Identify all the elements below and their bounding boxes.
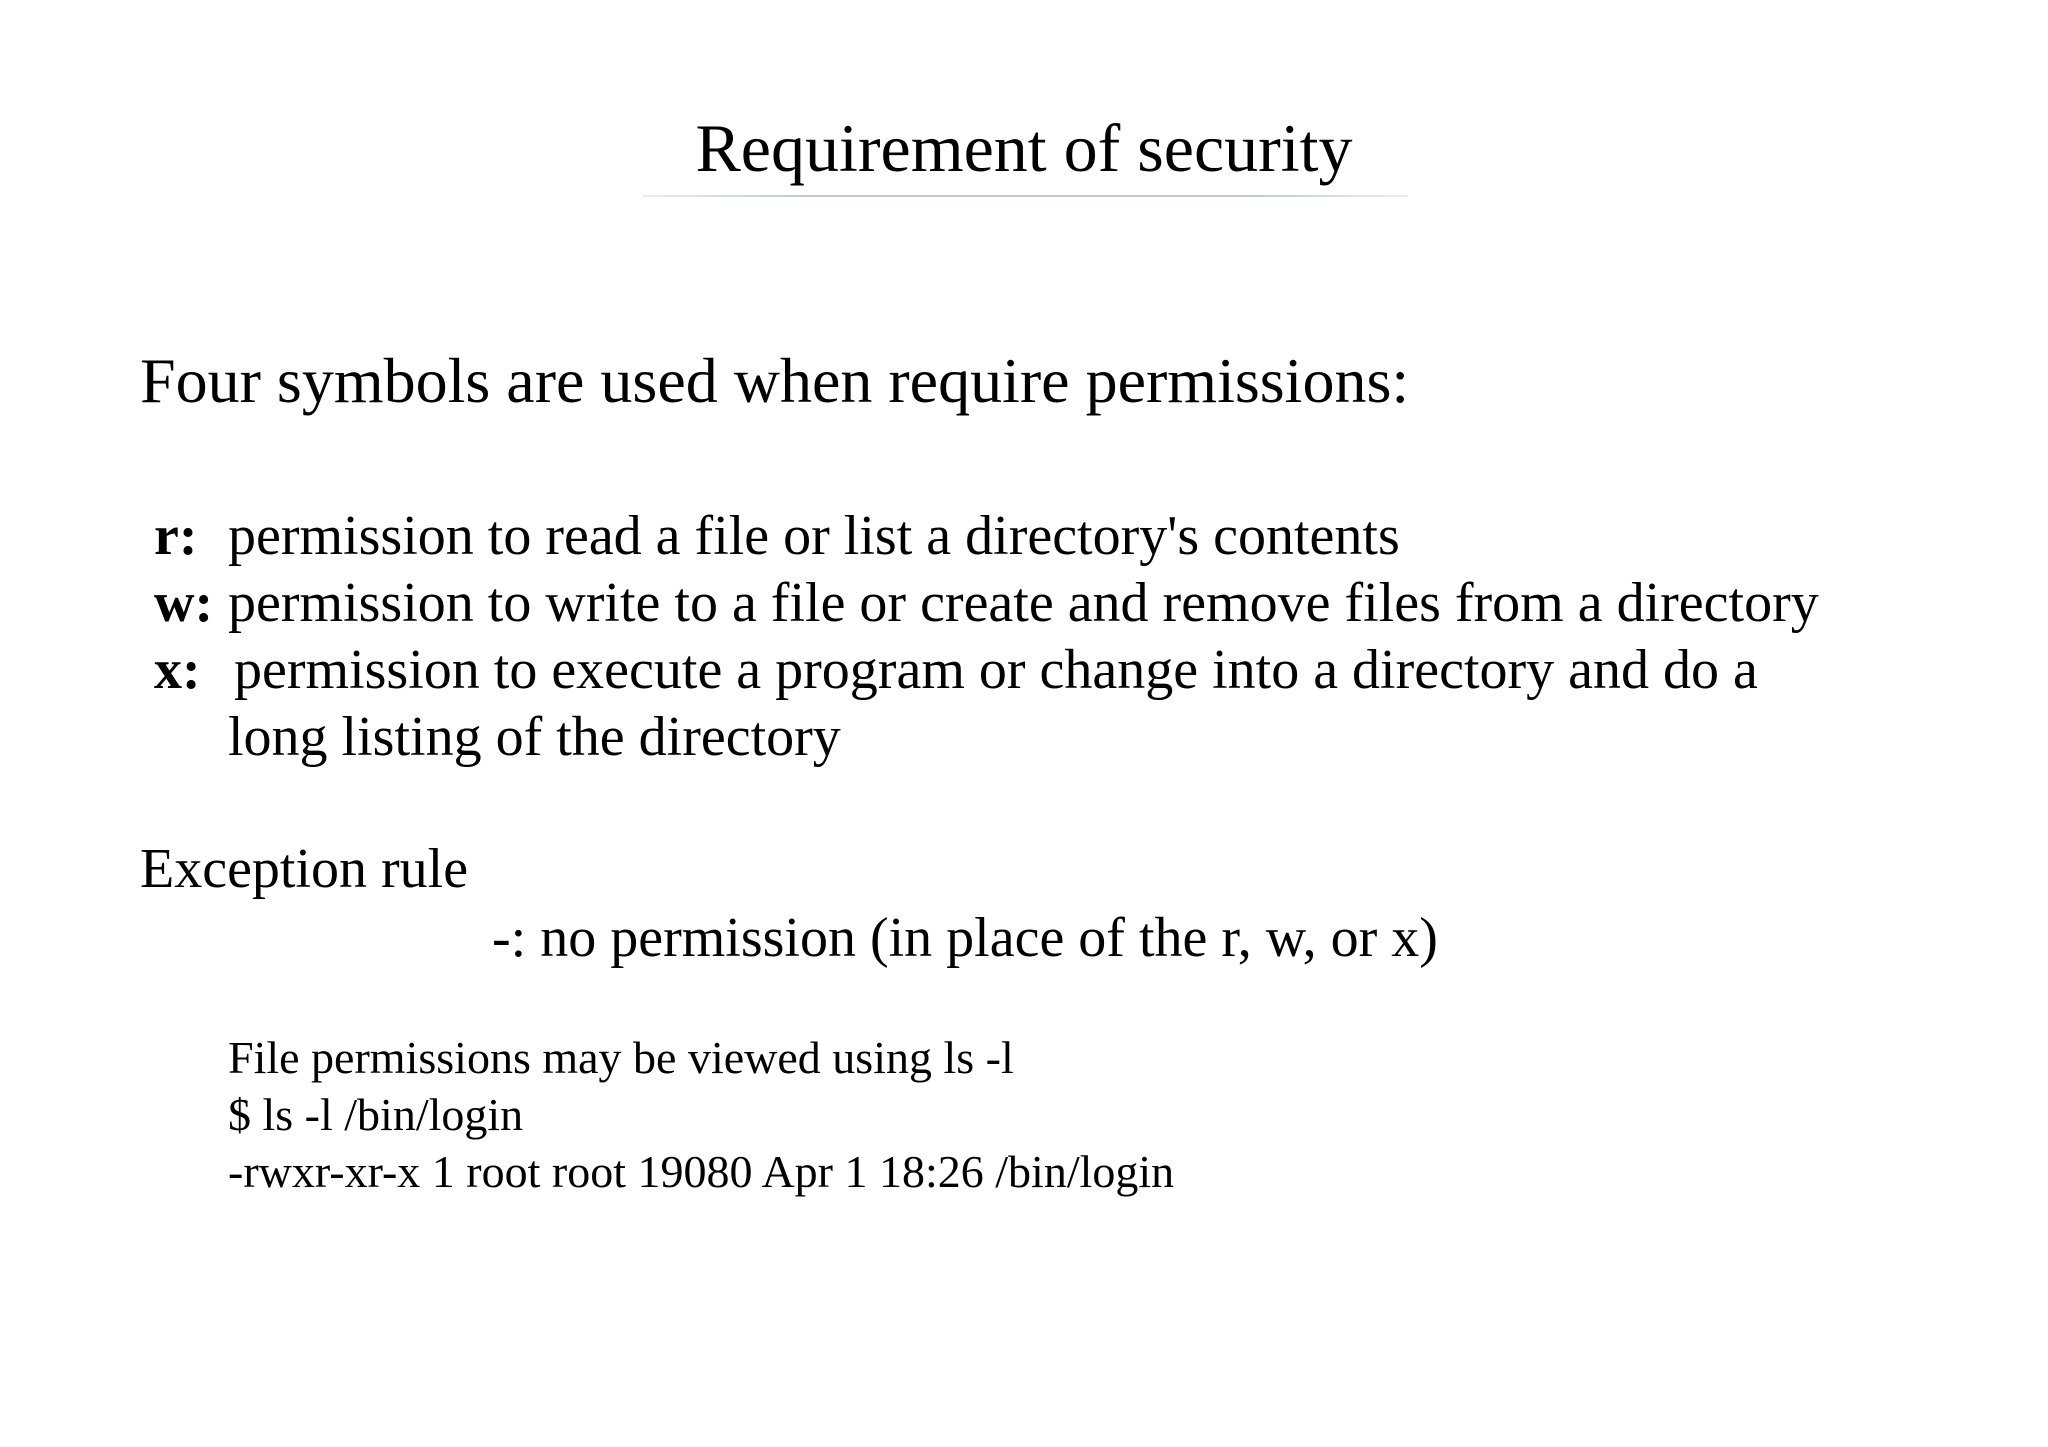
permission-list: [154, 503, 1819, 771]
example-line: File permissions may be viewed using ls -l: [228, 1032, 1014, 1083]
permission-description: permission to write to a file or create and remove files from a directory: [228, 572, 1819, 634]
permission-symbol: w:: [154, 572, 214, 634]
example-block: [228, 1029, 1174, 1200]
permission-item-read: [154, 503, 1819, 570]
permission-item-execute: [154, 637, 1819, 704]
permission-description-continuation: long listing of the directory: [228, 706, 841, 768]
permission-description: permission to read a file or list a directory's contents: [228, 505, 1400, 567]
title-underline: [643, 195, 1408, 197]
intro-text: Four symbols are used when require permissions:: [140, 345, 1410, 416]
slide-title: Requirement of security: [695, 110, 1353, 186]
permission-description: permission to execute a program or change into a directory and do a: [234, 639, 1758, 701]
example-output: -rwxr-xr-x 1 root root 19080 Apr 1 18:26 /bin/login: [228, 1146, 1175, 1197]
example-command: $ ls -l /bin/login: [228, 1089, 524, 1140]
exception-rule: -: no permission (in place of the r, w, or x): [492, 907, 1438, 969]
permission-symbol: x:: [154, 639, 201, 701]
exception-heading: Exception rule: [140, 838, 469, 900]
permission-symbol: r:: [154, 505, 198, 567]
permission-item-write: [154, 570, 1819, 637]
